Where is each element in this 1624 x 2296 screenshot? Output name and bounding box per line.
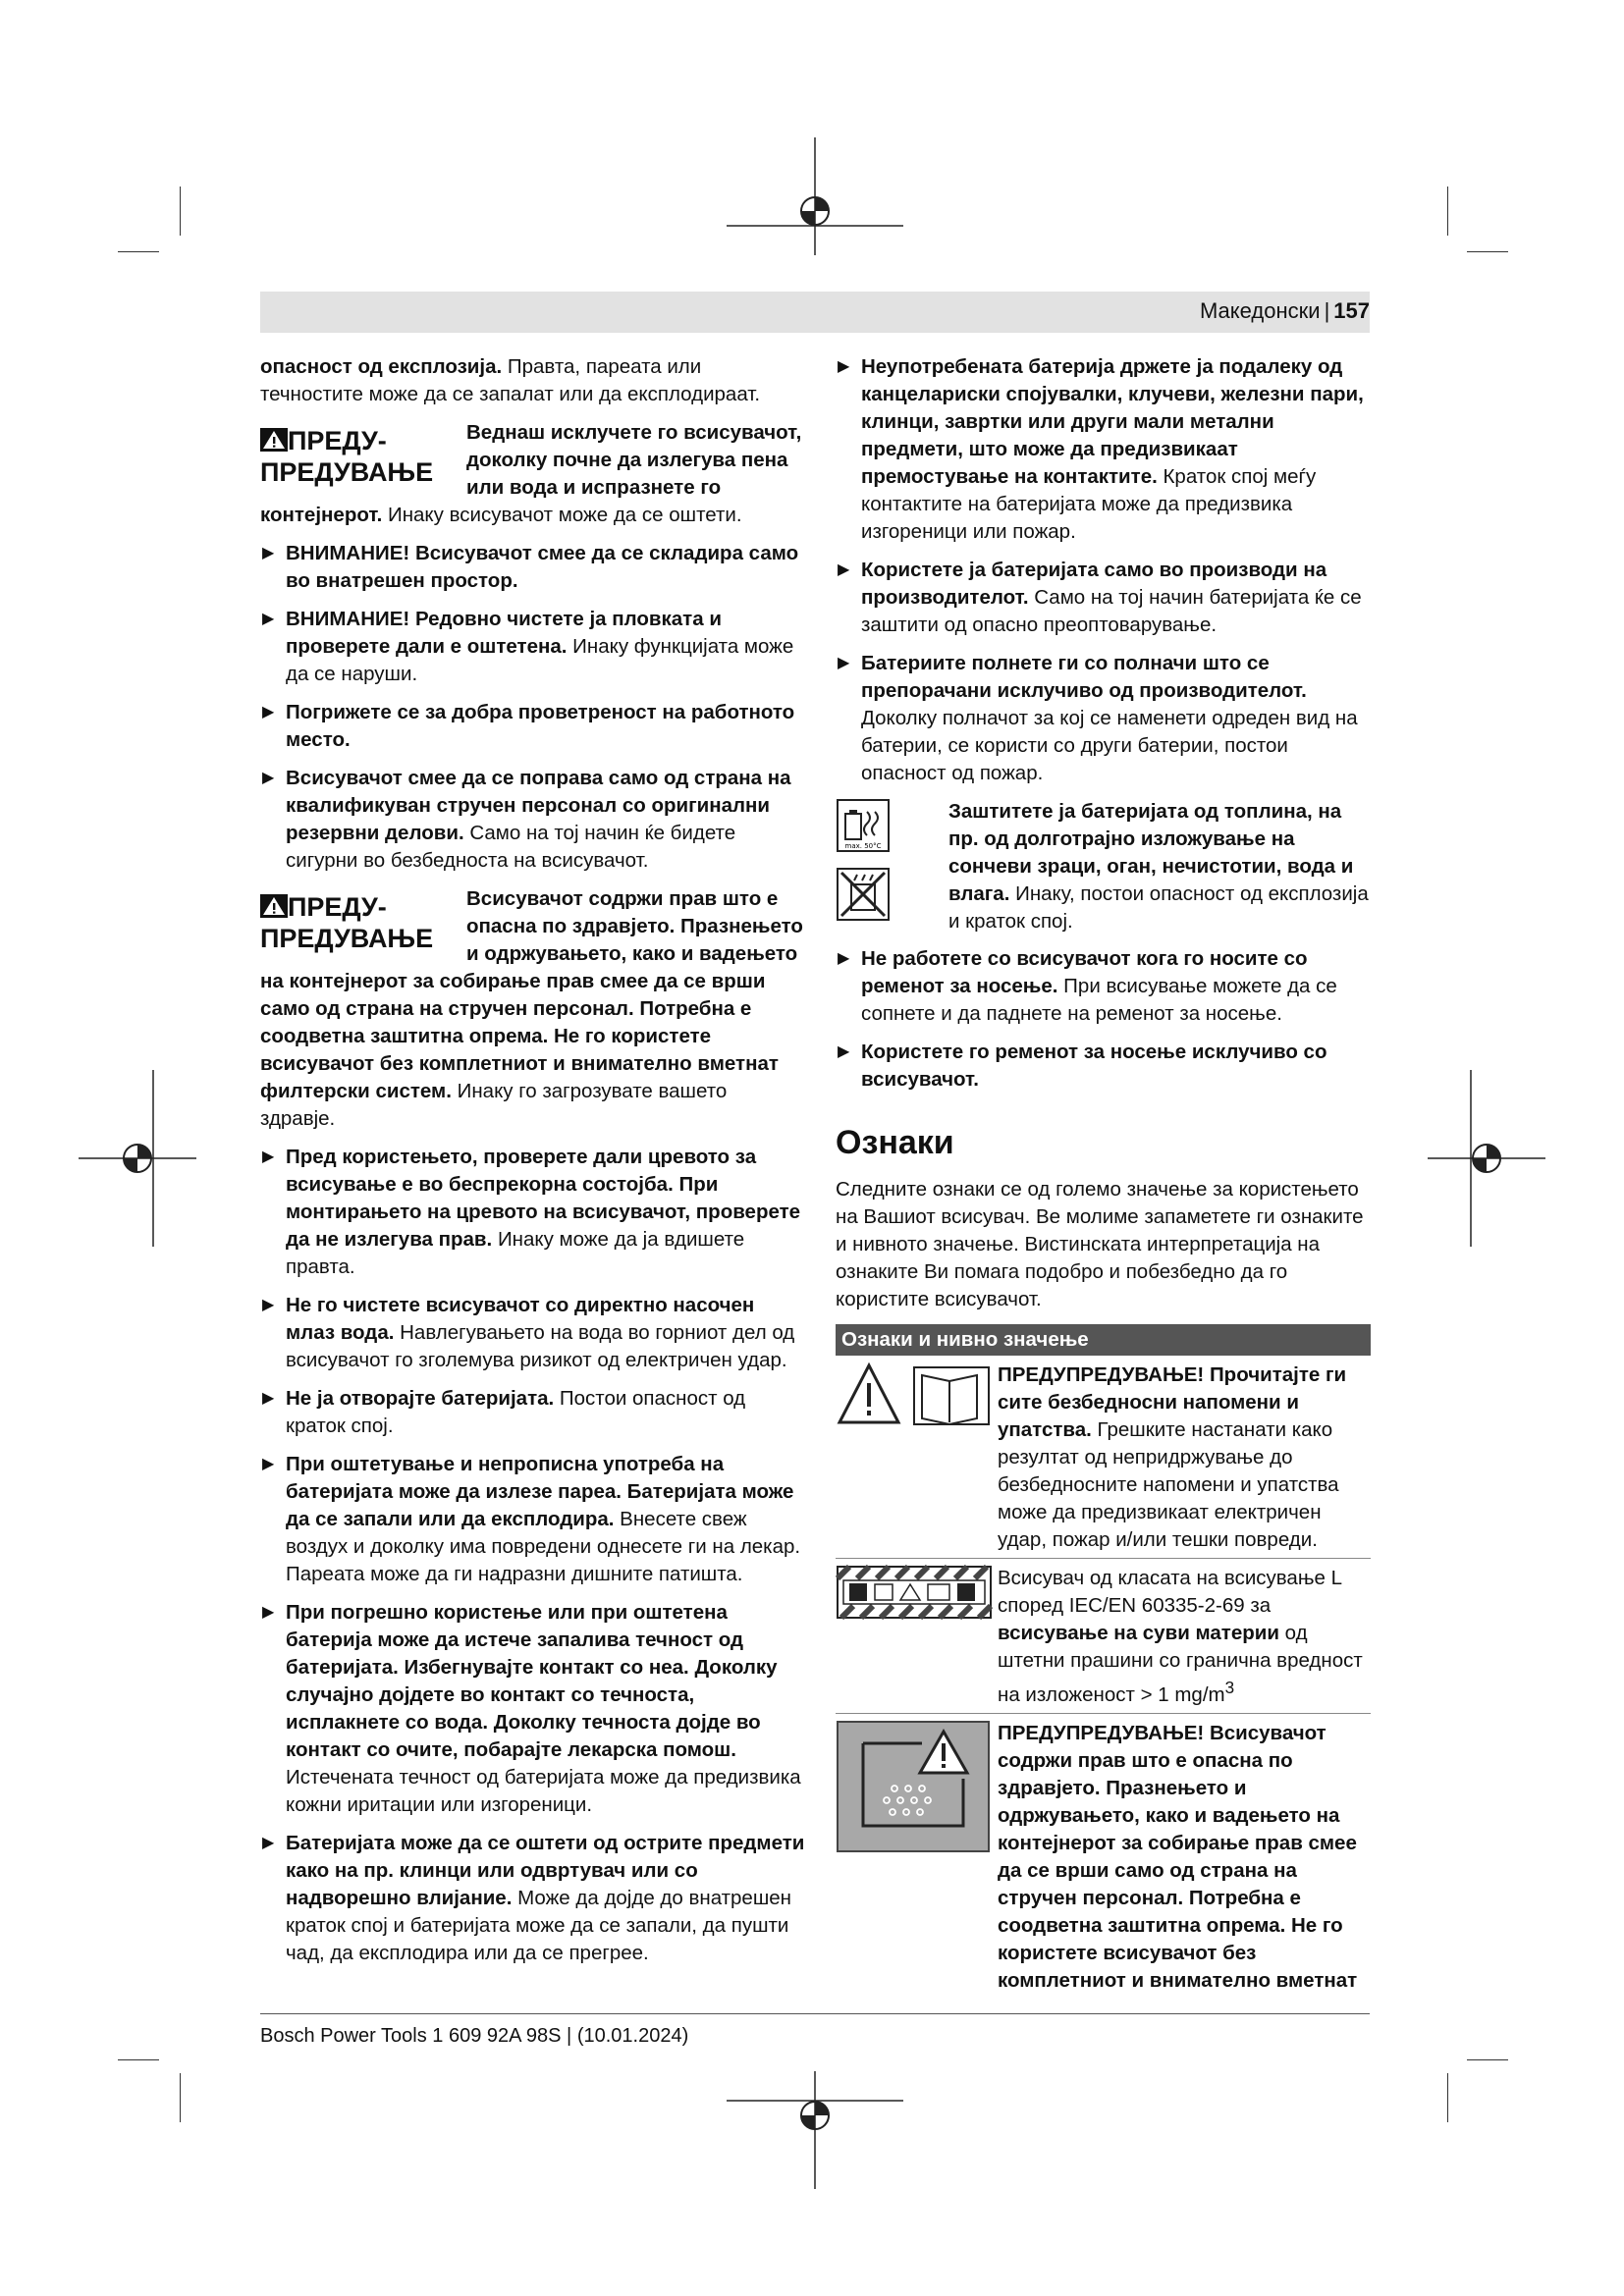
battery-heat-text: Заштитете ја батеријата од топлина, на пр. од долготрајно изложување на сончеви зраци, оган, нечистотии, вода и влага. Инаку, постои опасност од експлозија и краток спој. xyxy=(948,800,1369,933)
warning-triangle-icon xyxy=(260,894,288,918)
warning-text: Всисувачот содржи прав што е опасна по здравјето. Празнењето и одржувањето, како и вадењето на контејнерот за собирање прав смее да се врши само од страна на стручен персонал. Потребна е соодветна заштитна опрема. Не го користете всисувачот без комплетниот и внимателно вметнат филтерски систем. Инаку го загрозувате вашето здравје. xyxy=(260,887,803,1130)
section-intro: Следните ознаки се од големо значење за користењето на Вашиот всисувач. Ве молиме запаметете ги ознаките и нивното значење. Вистинската интерпретација на ознаките Ви помага подобро и побезбедно да го користите всисувачот. xyxy=(836,1178,1364,1310)
table-row xyxy=(836,1714,1371,1999)
warning-block xyxy=(260,419,805,502)
list-item: ▶ Батериите полнете ги со полначи што се препорачани исклучиво од производителот. Доколку полначот за кој се наменети одреден вид на батерии, се користи со други батерии, постои опасност од пожар. xyxy=(838,652,1358,784)
crop-mark xyxy=(1447,187,1448,236)
bullet-arrow-icon: ▶ xyxy=(262,545,275,561)
table-header: Ознаки и нивно значење xyxy=(836,1324,1371,1356)
bullet-arrow-icon: ▶ xyxy=(838,358,850,375)
battery-icons xyxy=(836,798,948,935)
crop-mark xyxy=(1447,2073,1448,2122)
table-text: Всисувач од класата на всисување L според IEC/EN 60335-2-69 за всисување на суви материи од штетни прашини со гранична вредност на изложеност > 1 $mg/m^3$ xyxy=(998,1567,1363,1706)
bullet-arrow-icon: ▶ xyxy=(838,950,850,967)
table-row xyxy=(836,1356,1371,1559)
battery-heat-icon xyxy=(836,798,891,853)
footer-divider xyxy=(260,2013,1370,2014)
bullet-arrow-icon: ▶ xyxy=(838,655,850,671)
warning-read-manual-icon xyxy=(836,1362,993,1430)
list-item: ▶ ВНИМАНИЕ! Всисувачот смее да се складира само во внатрешен простор. xyxy=(262,542,799,592)
list-item: ▶ Погрижете се за добра проветреност на работното место. xyxy=(262,701,795,751)
list-item: ▶ При погрешно користење или при оштетена батерија може да истече запалива течност од батеријата. Избегнувајте контакт со неа. Доколку случајно дојдете во контакт со течноста, исплакнете со вода. Доколку течноста дојде во контакт со очите, побарајте лекарска помош. Истечената течност од батеријата може да предизвика кожни иритации или изгореници. xyxy=(262,1601,801,1816)
bullet-arrow-icon: ▶ xyxy=(262,611,275,627)
bullet-arrow-icon: ▶ xyxy=(262,1297,275,1313)
header-separator: | xyxy=(1324,298,1330,323)
crop-mark xyxy=(118,251,159,252)
table-icon-cell xyxy=(836,1362,998,1554)
svg-text:max. 50°C: max. 50°C xyxy=(844,842,882,850)
list-item: ▶ Не работете со всисувачот кога го носите со ременот за носење. При всисување можете да се сопнете и да паднете на ременот за носење. xyxy=(838,947,1337,1025)
crop-mark xyxy=(180,187,181,236)
bullet-arrow-icon: ▶ xyxy=(838,561,850,578)
registration-mark-icon xyxy=(79,1070,196,1247)
bullet-arrow-icon: ▶ xyxy=(262,1604,275,1621)
bullet-arrow-icon: ▶ xyxy=(262,1456,275,1472)
left-column xyxy=(260,353,805,1978)
registration-mark-icon xyxy=(1428,1070,1545,1247)
list-item: ▶ Всисувачот смее да се поправа само од страна на квалификуван стручен персонал со оригинални резервни делови. Само на тој начин ќе бидете сигурни во безбедноста на всисувачот. xyxy=(262,767,791,872)
warning-block xyxy=(260,885,805,968)
list-item: ▶ Не го чистете всисувачот со директно насочен млаз вода. Навлегувањето на вода во горниот дел од всисувачот го зголемува ризикот од електричен удар. xyxy=(262,1294,795,1371)
dust-class-l-icon xyxy=(836,1565,993,1620)
table-text: ПРЕДУПРЕДУВАЊЕ! Всисувачот содржи прав што е опасна по здравјето. Празнењето и одржувањето, како и вадењето на контејнерот за собирање прав смее да се врши само од страна на стручен персонал. Потребна е соодветна заштитна опрема. Не го користете всисувачот без комплетниот и внимателно вметнат xyxy=(998,1721,1358,1992)
list-item: ▶ Не ја отворајте батеријата. Постои опасност од краток спој. xyxy=(262,1387,746,1437)
page-number: 157 xyxy=(1333,298,1370,323)
bullet-arrow-icon: ▶ xyxy=(838,1043,850,1060)
section-title: Ознаки xyxy=(836,1124,954,1161)
list-item: ▶ Користете ја батеријата само во производи на производителот. Само на тој начин батеријата ќе се заштити од опасно преоптоварување. xyxy=(838,559,1362,636)
paragraph: опасност од експлозија. Правта, пареата или течностите може да се запалат или да експлодираат. xyxy=(260,355,761,405)
hazardous-dust-icon xyxy=(836,1720,991,1853)
list-item: ▶ ВНИМАНИЕ! Редовно чистете ја пловката и проверете дали е оштетена. Инаку функцијата може да се наруши. xyxy=(262,608,794,685)
page-footer: Bosch Power Tools 1 609 92A 98S | (10.01.2024) xyxy=(260,2025,689,2047)
crop-mark xyxy=(1467,2059,1508,2060)
right-column xyxy=(836,353,1371,1999)
list-item: ▶ Користете го ременот за носење исклучиво со всисувачот. xyxy=(838,1041,1327,1091)
bullet-arrow-icon: ▶ xyxy=(262,770,275,786)
warning-label: ПРЕДУ- ПРЕДУВАЊЕ xyxy=(260,426,434,487)
bullet-arrow-icon: ▶ xyxy=(262,704,275,721)
table-icon-cell xyxy=(836,1720,998,1995)
warning-label: ПРЕДУ- ПРЕДУВАЊЕ xyxy=(260,892,434,953)
bullet-arrow-icon: ▶ xyxy=(262,1148,275,1165)
crop-mark xyxy=(180,2073,181,2122)
header-language: Македонски xyxy=(1199,298,1321,323)
list-item: ▶ При оштетување и непрописна употреба на батеријата може да излезе пареа. Батеријата може да се запали или да експлодира. Внесете свеж воздух и доколку има повредени однесете ги на лекар. Пареата може да ги надразни дишните патишта. xyxy=(262,1453,801,1585)
registration-mark-icon xyxy=(727,2071,903,2189)
warning-text: Веднаш исклучете го всисувачот, доколку почне да излегува пена или вода и испразнете го контејнерот. Инаку всисувачот може да се оштети. xyxy=(260,421,802,526)
page-header xyxy=(1200,298,1370,324)
no-water-battery-icon xyxy=(836,867,891,922)
table-row xyxy=(836,1559,1371,1714)
registration-mark-icon xyxy=(727,137,903,255)
list-item: ▶ Батеријата може да се оштети од острите предмети како на пр. клинци или одвртувач или со надворешно влијание. Може да дојде до внатрешен краток спој и батеријата може да се запали, да пушти чад, да експлодира или да се прегрее. xyxy=(262,1832,805,1964)
crop-mark xyxy=(1467,251,1508,252)
table-text: ПРЕДУПРЕДУВАЊЕ! Прочитајте ги сите безбедносни напомени и упатства. Грешките настанати како резултат од непридржување до безбедносните напомени и упатства може да предизвикаат електричен удар, пожар и/или тешки повреди. xyxy=(998,1363,1347,1551)
table-icon-cell xyxy=(836,1565,998,1709)
battery-heat-warning xyxy=(836,798,1371,935)
warning-triangle-icon xyxy=(260,428,288,452)
list-item: ▶ Неупотребената батерија држете ја подалеку од канцелариски спојувалки, клучеви, железни пари, клинци, завртки или други мали метални предмети, што може да предизвикаат премостување на контактите. Краток спој меѓу контактите на батеријата може да предизвика изгореници или пожар. xyxy=(838,355,1364,543)
bullet-arrow-icon: ▶ xyxy=(262,1835,275,1851)
list-item: ▶ Пред користењето, проверете дали цревото за всисување е во беспрекорна состојба. При монтирањето на цревото на всисувачот, проверете да не излегува прав. Инаку може да ја вдишете правта. xyxy=(262,1146,801,1278)
crop-mark xyxy=(118,2059,159,2060)
bullet-arrow-icon: ▶ xyxy=(262,1390,275,1407)
